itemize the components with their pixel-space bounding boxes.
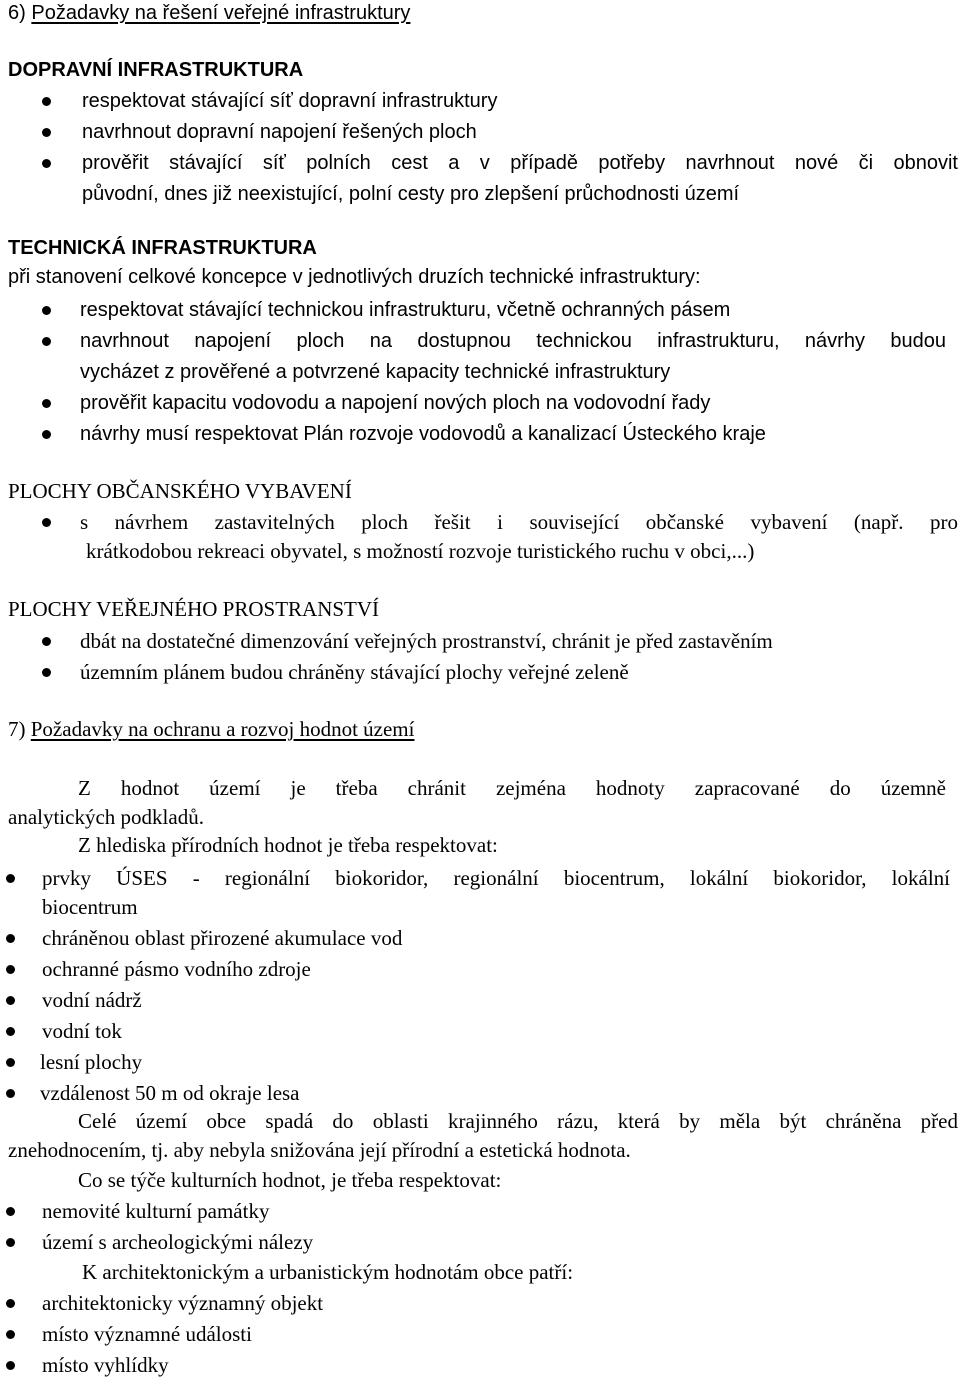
list-item: navrhnout napojení ploch na dostupnou technickou infrastrukturu, návrhy budou <box>80 330 946 352</box>
section-6-heading <box>8 3 410 23</box>
list-item: místo vyhlídky <box>42 1353 169 1377</box>
list-item: návrhy musí respektovat Plán rozvoje vodovodů a kanalizací Ústeckého kraje <box>80 423 766 445</box>
bullet <box>6 874 15 883</box>
list-item: vzdálenost 50 m od okraje lesa <box>40 1081 300 1105</box>
bullet <box>6 1058 15 1067</box>
bullet <box>6 934 15 943</box>
list-item: dbát na dostatečné dimenzování veřejných prostranství, chránit je před zastavěním <box>80 629 773 653</box>
bullet <box>42 306 51 315</box>
list-item: architektonicky významný objekt <box>42 1291 324 1315</box>
bullet <box>6 1330 15 1339</box>
bullet <box>42 159 51 168</box>
list-item: chráněnou oblast přirozené akumulace vod <box>42 926 403 950</box>
obcanske-heading: PLOCHY OBČANSKÉHO VYBAVENÍ <box>8 479 352 503</box>
paragraph-line: Celé území obce spadá do oblasti krajinného rázu, která by měla být chráněna před <box>78 1109 958 1133</box>
bullet <box>6 965 15 974</box>
bullet <box>6 1027 15 1036</box>
list-item: území s archeologickými nálezy <box>42 1230 314 1254</box>
section-7-heading <box>8 719 414 740</box>
bullet <box>42 668 51 677</box>
bullet <box>6 1299 15 1308</box>
bullet <box>42 337 51 346</box>
list-item: vodní tok <box>42 1019 122 1043</box>
technicka-intro: při stanovení celkové koncepce v jednotlivých druzích technické infrastruktury: <box>8 266 701 288</box>
bullet <box>6 1238 15 1247</box>
doprava-heading: DOPRAVNÍ INFRASTRUKTURA <box>8 59 304 81</box>
prirodni-intro: Z hlediska přírodních hodnot je třeba respektovat: <box>78 833 498 857</box>
bullet <box>42 97 51 106</box>
list-item: respektovat stávající technickou infrastrukturu, včetně ochranných pásem <box>80 299 731 321</box>
bullet <box>42 518 51 527</box>
paragraph-line: Z hodnot území je třeba chránit zejména hodnoty zapracované do územně <box>78 776 946 800</box>
bullet <box>6 1207 15 1216</box>
paragraph-line: analytických podkladů. <box>8 805 204 829</box>
section-6-title: Požadavky na řešení veřejné infrastruktury <box>31 2 411 24</box>
list-item: prověřit kapacitu vodovodu a napojení nových ploch na vodovodní řady <box>80 392 711 414</box>
section-7-number: 7) <box>8 717 26 741</box>
bullet <box>6 1361 15 1370</box>
section-6-number: 6) <box>8 2 26 24</box>
arch-intro: K architektonickým a urbanistickým hodnotám obce patří: <box>82 1260 574 1284</box>
list-item-continuation: původní, dnes již neexistující, polní cesty pro zlepšení průchodnosti území <box>82 183 740 205</box>
verejne-heading: PLOCHY VEŘEJNÉHO PROSTRANSTVÍ <box>8 597 380 621</box>
list-item: s návrhem zastavitelných ploch řešit i související občanské vybavení (např. pro <box>80 510 958 534</box>
list-item: respektovat stávající síť dopravní infrastruktury <box>82 90 498 112</box>
paragraph-line: znehodnocením, tj. aby nebyla snižována její přírodní a estetická hodnota. <box>8 1138 631 1162</box>
list-item: místo významné události <box>42 1322 252 1346</box>
bullet <box>42 399 51 408</box>
list-item: ochranné pásmo vodního zdroje <box>42 957 311 981</box>
bullet <box>42 128 51 137</box>
list-item: prověřit stávající síť polních cest a v případě potřeby navrhnout nové či obnovit <box>82 152 958 174</box>
list-item: navrhnout dopravní napojení řešených ploch <box>82 121 477 143</box>
list-item-continuation: krátkodobou rekreaci obyvatel, s možností rozvoje turistického ruchu v obci,...) <box>86 539 755 563</box>
list-item: nemovité kulturní památky <box>42 1199 270 1223</box>
list-item: lesní plochy <box>40 1050 143 1074</box>
kulturni-intro: Co se týče kulturních hodnot, je třeba respektovat: <box>78 1168 502 1192</box>
bullet <box>42 637 51 646</box>
section-7-title: Požadavky na ochranu a rozvoj hodnot území <box>30 717 415 741</box>
technicka-heading: TECHNICKÁ INFRASTRUKTURA <box>8 237 317 259</box>
list-item: prvky ÚSES - regionální biokoridor, regionální biocentrum, lokální biokoridor, lokální <box>42 866 950 890</box>
bullet <box>42 430 51 439</box>
list-item-continuation: vycházet z prověřené a potvrzené kapacity technické infrastruktury <box>80 361 671 383</box>
list-item: vodní nádrž <box>42 988 142 1012</box>
list-item-continuation: biocentrum <box>42 895 138 919</box>
list-item: územním plánem budou chráněny stávající plochy veřejné zeleně <box>80 660 629 684</box>
bullet <box>6 996 15 1005</box>
bullet <box>6 1089 15 1098</box>
